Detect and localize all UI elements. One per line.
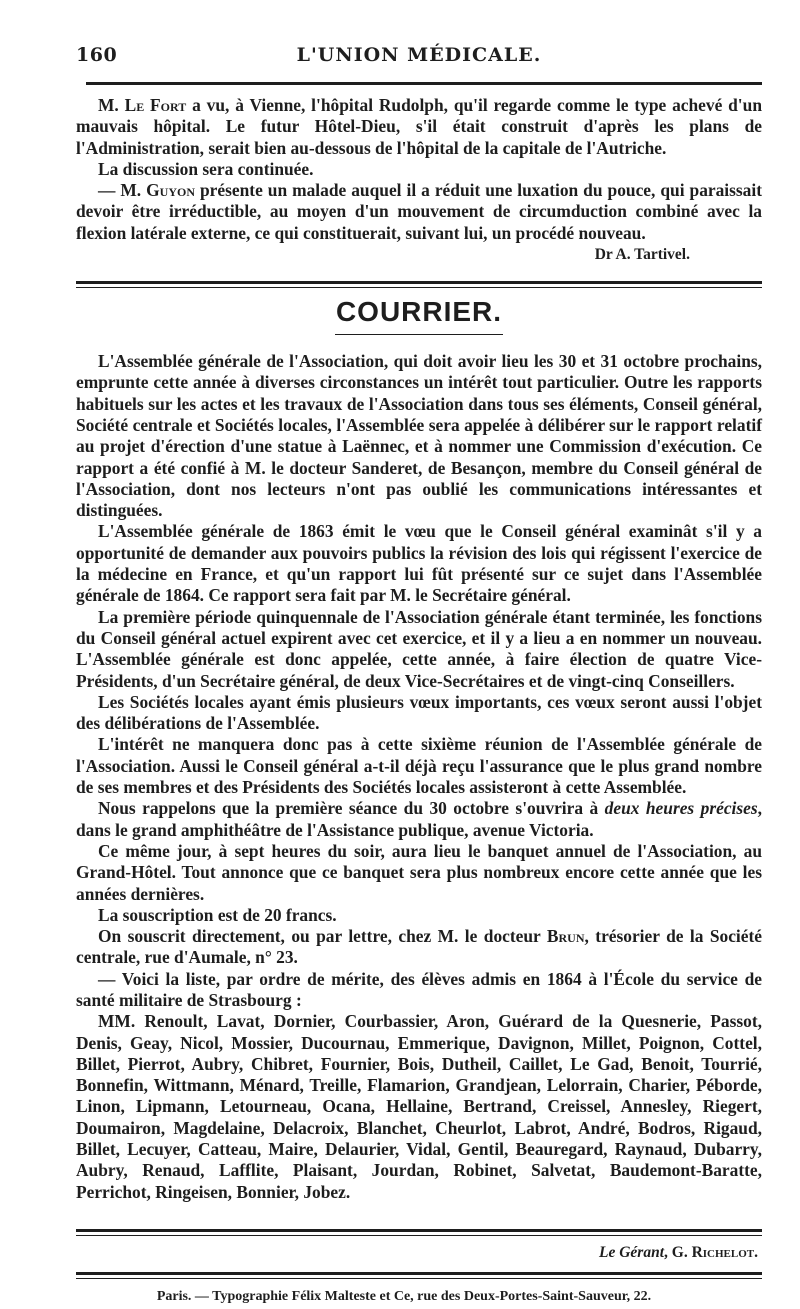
imprint-divider xyxy=(76,1272,762,1279)
paragraph: L'Assemblée générale de 1863 émit le vœu que le Conseil général examinât s'il y a opportunité de demander aux pouvoirs publics la révision des lois qui régissent l'exercice de la médecine en France, et qu'un rapport lui fût présenté sur ce sujet dans l'Assemblée générale de 1864. Ce rapport sera fait par M. le Secrétaire général. xyxy=(76,521,762,606)
paragraph-liste-names: MM. Renoult, Lavat, Dornier, Courbassier, Aron, Guérard de la Quesnerie, Passot, Denis, Geay, Nicol, Mossier, Ducournau, Emmerique, Davignon, Millet, Poignon, Cottel, Billet, Pierrot, Aubry, Chibret, Fournier, Bois, Dutheil, Caillet, Le Gad, Benoit, Tourrié, Bonnefin, Wittmann, Ménard, Treille, Flamarion, Grandjean, Lelorrain, Charier, Péborde, Linon, Lipmann, Letourneau, Ocana, Hellaine, Bertrand, Creissel, Annesley, Riegert, Doumairon, Magdelaine, Delacroix, Blanchet, Cheurlot, Labrot, André, Bodros, Rigaud, Billet, Lecuyer, Catteau, Maire, Delaurier, Vidal, Gentil, Beauregard, Raynaud, Dubarry, Aubry, Renaud, Lafflite, Plaisant, Jourdan, Robinet, Salvetat, Baudemont-Baratte, Perrichot, Ringeisen, Bonnier, Jobez. xyxy=(76,1011,762,1202)
paragraph-banquet: Ce même jour, à sept heures du soir, aura lieu le banquet annuel de l'Association, au Grand-Hôtel. Tout annonce que ce banquet sera plus nombreux encore cette année que les années dernières. xyxy=(76,840,762,904)
courrier-section xyxy=(76,351,762,1203)
header-rule xyxy=(86,82,762,85)
footer-divider xyxy=(76,1229,762,1236)
paragraph: L'intérêt ne manquera donc pas à cette sixième réunion de l'Assemblée générale de l'Association. Aussi le Conseil général a-t-il déjà reçu l'assurance que le plus grand nombre de ses membres et des Présidents des Sociétés locales assisteront à cette Assemblée. xyxy=(76,734,762,798)
printer-imprint: Paris. — Typographie Félix Malteste et Ce, rue des Deux-Portes-Saint-Sauveur, 22. xyxy=(156,1288,652,1304)
section-divider xyxy=(76,281,762,288)
paragraph-discussion-continued: La discussion sera continuée. xyxy=(98,158,314,179)
paragraph-souscrit: On souscrit directement, ou par lettre, chez M. le docteur Brun, trésorier de la Société centrale, rue d'Aumale, n° 23. xyxy=(76,926,762,968)
discussion-section xyxy=(76,95,762,265)
paragraph: La première période quinquennale de l'Association générale étant terminée, les fonctions du Conseil général actuel expirent avec cet exercice, et il y a lieu a en nommer un nouveau. L'Assemblée générale est donc appelée, cette année, à faire élection de quatre Vice-Présidents, d'un Secrétaire général, de deux Vice-Secrétaires et de vingt-cinq Conseillers. xyxy=(76,606,762,691)
speaker-name: M. Le Fort xyxy=(98,95,187,115)
paragraph-liste-intro: — Voici la liste, par ordre de mérite, des élèves admis en 1864 à l'École du service de santé militaire de Strasbourg : xyxy=(76,968,762,1010)
page-number: 160 xyxy=(76,44,118,66)
page-header xyxy=(76,44,762,78)
section-title-courrier: COURRIER. xyxy=(335,296,503,328)
gerant-line: Le Gérant, G. Richelot. xyxy=(599,1243,758,1261)
title-underline xyxy=(335,334,503,335)
paragraph-seance: Nous rappelons que la première séance du 30 octobre s'ouvrira à deux heures précises, dans le grand amphithéâtre de l'Assistance publique, avenue Victoria. xyxy=(76,798,762,840)
paragraph: Les Sociétés locales ayant émis plusieurs vœux importants, ces vœux seront aussi l'objet des délibérations de l'Assemblée. xyxy=(76,691,762,734)
speaker-name: Guyon xyxy=(146,180,196,201)
paragraph: L'Assemblée générale de l'Association, qui doit avoir lieu les 30 et 31 octobre prochains, emprunte cette année à diverses circonstances un intérêt tout particulier. Outre les rapports habituels sur les actes et les travaux de l'Association dans tous ses éléments, Conseil général, Société centrale et Sociétés locales, l'Assemblée sera appelée à délibérer sur le rapport relatif au projet d'érection d'une statue à Laënnec, et à nommer une Commission d'exécution. Ce rapport a été confié à M. le docteur Sanderet, de Besançon, membre du Conseil général de l'Association, dont nos lecteurs n'ont pas oublié les communications intéressantes et distinguées. xyxy=(76,351,762,521)
author-signature: Dr A. Tartivel. xyxy=(594,246,690,264)
paragraph-le-fort: M. Le Fort a vu, à Vienne, l'hôpital Rudolph, qu'il regarde comme le type achevé d'un mauvais hôpital. Le futur Hôtel-Dieu, s'il était construit d'après les plans de l'Administration, serait bien au-dessous de l'hôpital de la capitale de l'Autriche. xyxy=(76,95,762,158)
paragraph-souscription: La souscription est de 20 francs. xyxy=(98,904,337,925)
running-title: L'UNION MÉDICALE. xyxy=(296,44,542,66)
paragraph-guyon: — M. Guyon présente un malade auquel il a réduit une luxation du pouce, qui paraissait devoir être irréductible, au moyen d'un mouvement de circumduction combiné avec la flexion latérale externe, ce qui constituerait, suivant lui, un procédé nouveau. xyxy=(76,180,762,243)
